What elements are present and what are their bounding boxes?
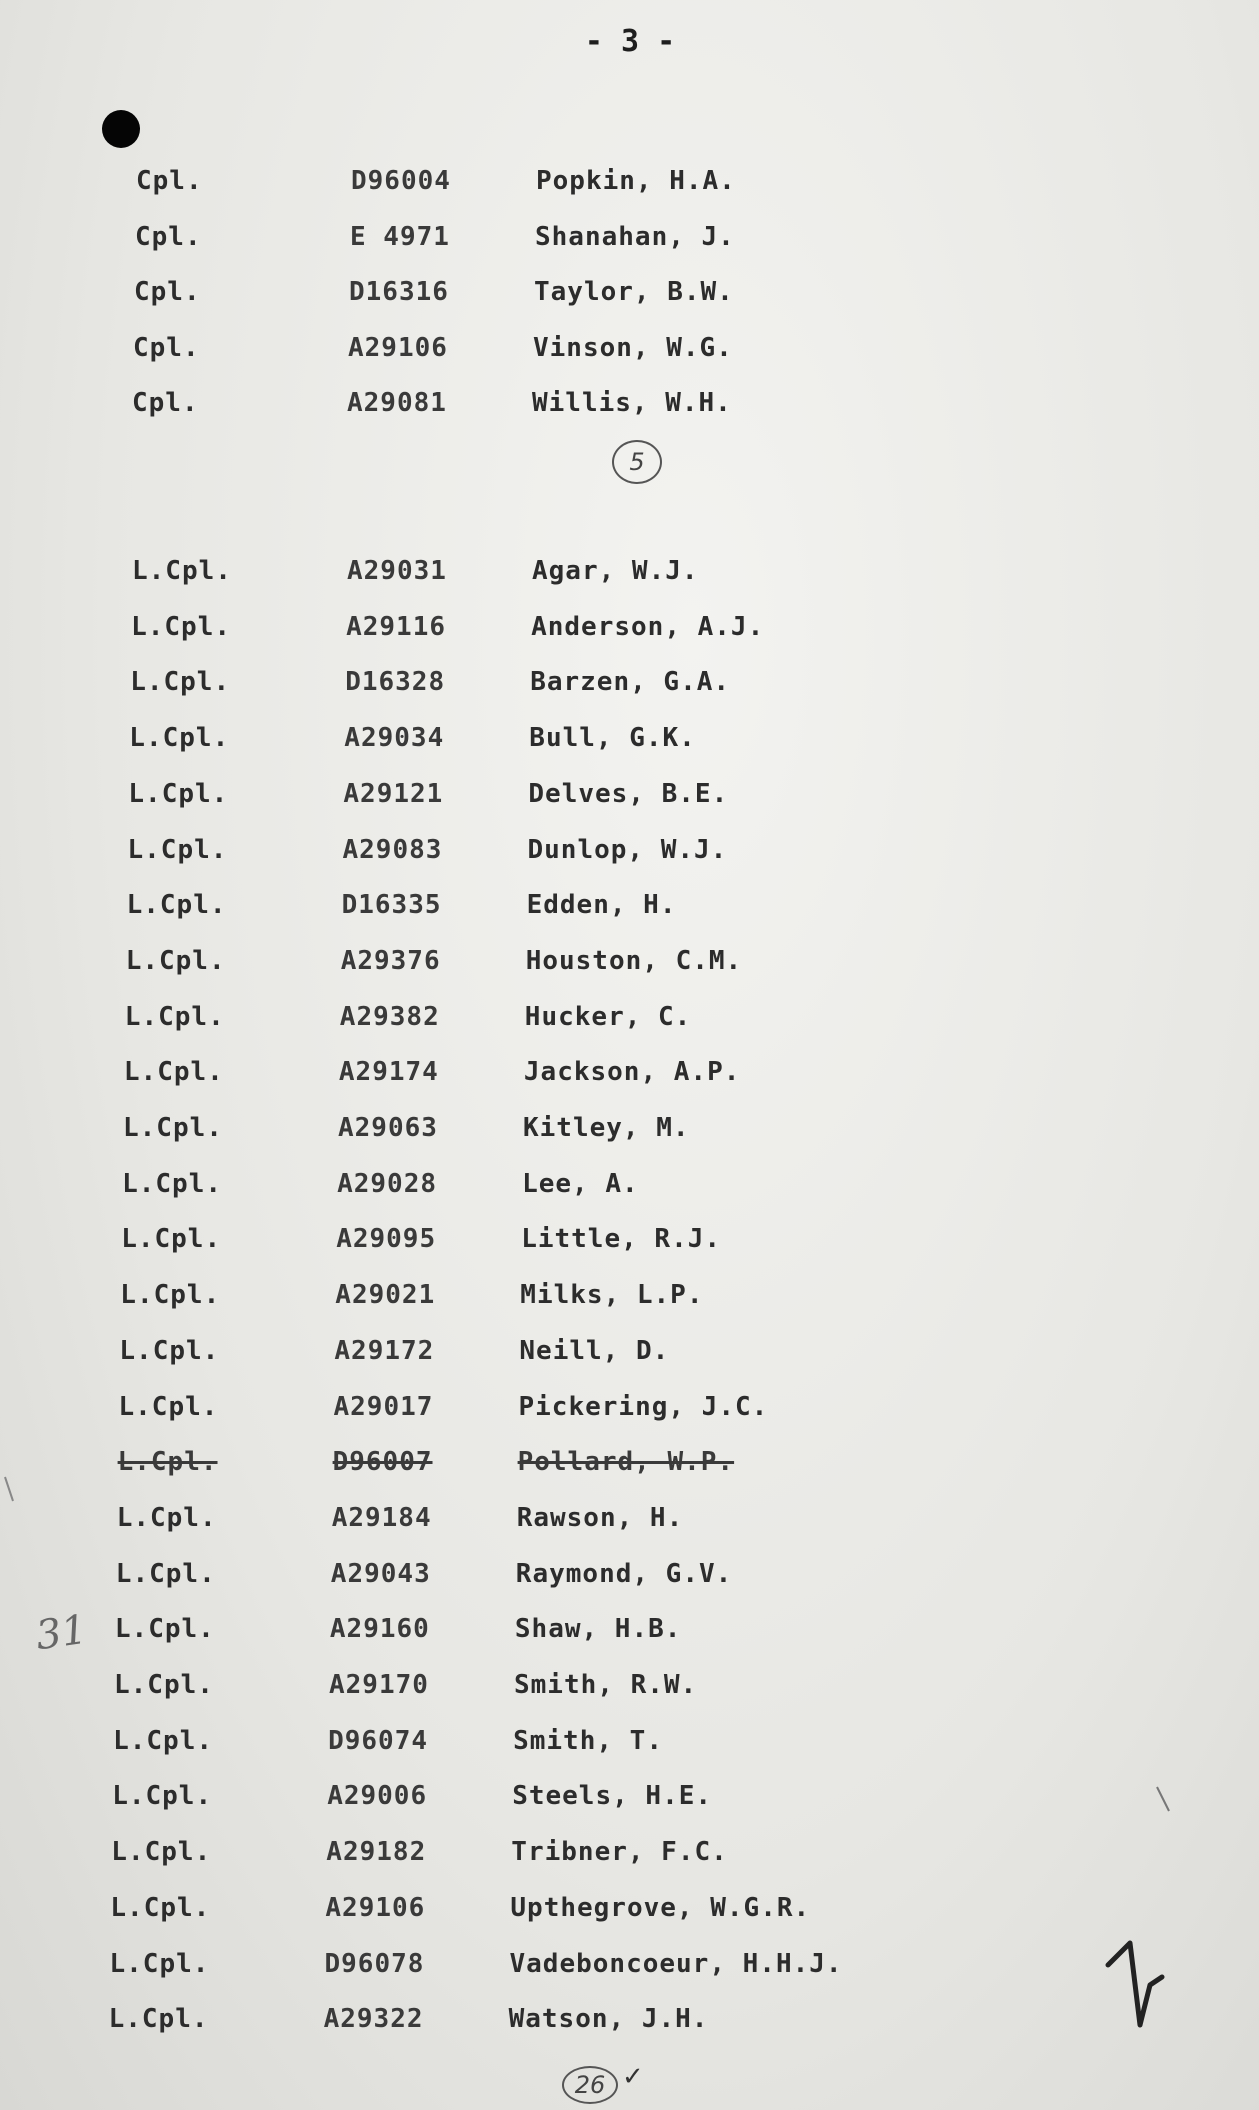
- name-cell: Neill, D.: [519, 1335, 670, 1366]
- rank-cell: L.Cpl.: [125, 945, 226, 976]
- service-number-cell: A29083: [342, 834, 443, 865]
- rank-cell: L.Cpl.: [113, 1725, 214, 1756]
- name-cell: Watson, J.H.: [508, 2004, 709, 2035]
- rank-cell: Cpl.: [135, 221, 202, 252]
- rank-cell: L.Cpl.: [126, 890, 227, 921]
- rank-cell: L.Cpl.: [115, 1558, 216, 1589]
- name-cell: Willis, W.H.: [532, 388, 732, 418]
- rank-cell: Cpl.: [136, 166, 203, 196]
- name-cell: Upthegrove, W.G.R.: [510, 1892, 811, 1923]
- page-number: - 3 -: [584, 24, 676, 59]
- name-cell: Bull, G.K.: [529, 723, 696, 754]
- service-number-cell: A29184: [331, 1502, 432, 1533]
- name-cell: Little, R.J.: [521, 1224, 722, 1255]
- service-number-cell: D16335: [341, 890, 442, 921]
- service-number-cell: A29043: [330, 1558, 431, 1589]
- rank-cell: L.Cpl.: [123, 1057, 224, 1088]
- name-cell: Hucker, C.: [524, 1001, 692, 1032]
- name-cell: Milks, L.P.: [520, 1280, 704, 1311]
- rank-cell: Cpl.: [132, 388, 199, 418]
- service-number-cell: D96078: [324, 1948, 425, 1979]
- name-cell: Edden, H.: [526, 890, 677, 921]
- rank-cell: L.Cpl.: [121, 1224, 222, 1255]
- rank-cell: L.Cpl.: [118, 1391, 219, 1422]
- name-cell: Tribner, F.C.: [511, 1837, 728, 1868]
- name-cell: Vadeboncoeur, H.H.J.: [509, 1948, 843, 1979]
- service-number-cell: A29034: [344, 723, 445, 754]
- small-pencil-tick: [1155, 1785, 1175, 1815]
- service-number-cell: D16328: [345, 667, 446, 698]
- name-cell: Agar, W.J.: [532, 556, 699, 586]
- service-number-cell: A29028: [337, 1168, 438, 1199]
- name-cell: Smith, T.: [513, 1725, 663, 1756]
- rank-cell: L.Cpl.: [110, 1892, 211, 1923]
- name-cell: Vinson, W.G.: [533, 332, 733, 363]
- rank-cell: Cpl.: [134, 277, 201, 307]
- service-number-cell: A29106: [348, 332, 448, 363]
- rank-cell: L.Cpl.: [112, 1781, 213, 1812]
- service-number-cell: E 4971: [350, 221, 450, 252]
- name-cell: Popkin, H.A.: [536, 166, 736, 196]
- rank-cell: L.Cpl.: [128, 778, 229, 809]
- service-number-cell: A29182: [326, 1837, 427, 1868]
- name-cell: Kitley, M.: [523, 1113, 690, 1143]
- name-cell: Shaw, H.B.: [514, 1614, 682, 1645]
- name-cell: Barzen, G.A.: [530, 667, 731, 698]
- name-cell: Houston, C.M.: [525, 945, 743, 976]
- name-cell: Smith, R.W.: [514, 1670, 698, 1700]
- rank-cell: L.Cpl.: [111, 1837, 212, 1868]
- name-cell: Anderson, A.J.: [531, 611, 765, 642]
- name-cell: Shanahan, J.: [535, 221, 735, 252]
- service-number-cell: A29121: [343, 778, 444, 809]
- rank-cell: L.Cpl.: [114, 1670, 214, 1700]
- name-cell: Delves, B.E.: [528, 778, 729, 809]
- service-number-cell: A29017: [333, 1391, 434, 1422]
- rank-cell: L.Cpl.: [131, 611, 232, 642]
- name-cell: Pickering, J.C.: [518, 1391, 769, 1422]
- name-cell: Rawson, H.: [516, 1502, 684, 1533]
- rank-cell: L.Cpl.: [117, 1447, 218, 1478]
- lance-corporals-count-circle: 26: [562, 2066, 618, 2104]
- name-cell: Lee, A.: [522, 1168, 639, 1199]
- rank-cell: L.Cpl.: [124, 1001, 225, 1032]
- service-number-cell: A29081: [347, 388, 447, 418]
- large-tick-mark: [1100, 1925, 1170, 2035]
- check-mark: ✓: [622, 2062, 644, 2092]
- name-cell: Steels, H.E.: [512, 1781, 713, 1812]
- service-number-cell: D96004: [351, 166, 451, 196]
- pencil-margin-note: 31: [33, 1606, 90, 1660]
- service-number-cell: A29116: [346, 611, 447, 642]
- service-number-cell: A29063: [338, 1113, 438, 1143]
- name-cell: Dunlop, W.J.: [527, 834, 728, 865]
- rank-cell: Cpl.: [133, 332, 200, 363]
- service-number-cell: A29322: [323, 2004, 424, 2035]
- punch-hole: [102, 110, 140, 148]
- service-number-cell: A29160: [329, 1614, 430, 1645]
- rank-cell: L.Cpl.: [114, 1614, 215, 1645]
- service-number-cell: D96007: [332, 1447, 433, 1478]
- rank-cell: L.Cpl.: [116, 1502, 217, 1533]
- service-number-cell: D96074: [328, 1725, 429, 1756]
- rank-cell: L.Cpl.: [130, 667, 231, 698]
- service-number-cell: A29031: [347, 556, 447, 586]
- service-number-cell: A29376: [340, 945, 441, 976]
- name-cell: Jackson, A.P.: [523, 1057, 741, 1088]
- service-number-cell: A29006: [327, 1781, 428, 1812]
- service-number-cell: A29170: [329, 1670, 429, 1700]
- name-cell: Pollard, W.P.: [517, 1447, 735, 1478]
- rank-cell: L.Cpl.: [120, 1280, 221, 1311]
- service-number-cell: A29172: [334, 1335, 435, 1366]
- service-number-cell: A29021: [335, 1280, 436, 1311]
- name-cell: Taylor, B.W.: [534, 277, 734, 307]
- service-number-cell: A29174: [338, 1057, 439, 1088]
- left-edge-mark: [3, 1475, 17, 1505]
- rank-cell: L.Cpl.: [127, 834, 228, 865]
- corporals-count-circle: 5: [612, 440, 662, 484]
- service-number-cell: A29106: [325, 1892, 426, 1923]
- service-number-cell: A29095: [336, 1224, 437, 1255]
- name-cell: Raymond, G.V.: [515, 1558, 733, 1589]
- rank-cell: L.Cpl.: [108, 2004, 209, 2035]
- rank-cell: L.Cpl.: [109, 1948, 210, 1979]
- service-number-cell: A29382: [339, 1001, 440, 1032]
- rank-cell: L.Cpl.: [129, 723, 230, 754]
- service-number-cell: D16316: [349, 277, 449, 307]
- rank-cell: L.Cpl.: [119, 1335, 220, 1366]
- rank-cell: L.Cpl.: [122, 1168, 223, 1199]
- rank-cell: L.Cpl.: [132, 556, 232, 586]
- rank-cell: L.Cpl.: [123, 1113, 223, 1143]
